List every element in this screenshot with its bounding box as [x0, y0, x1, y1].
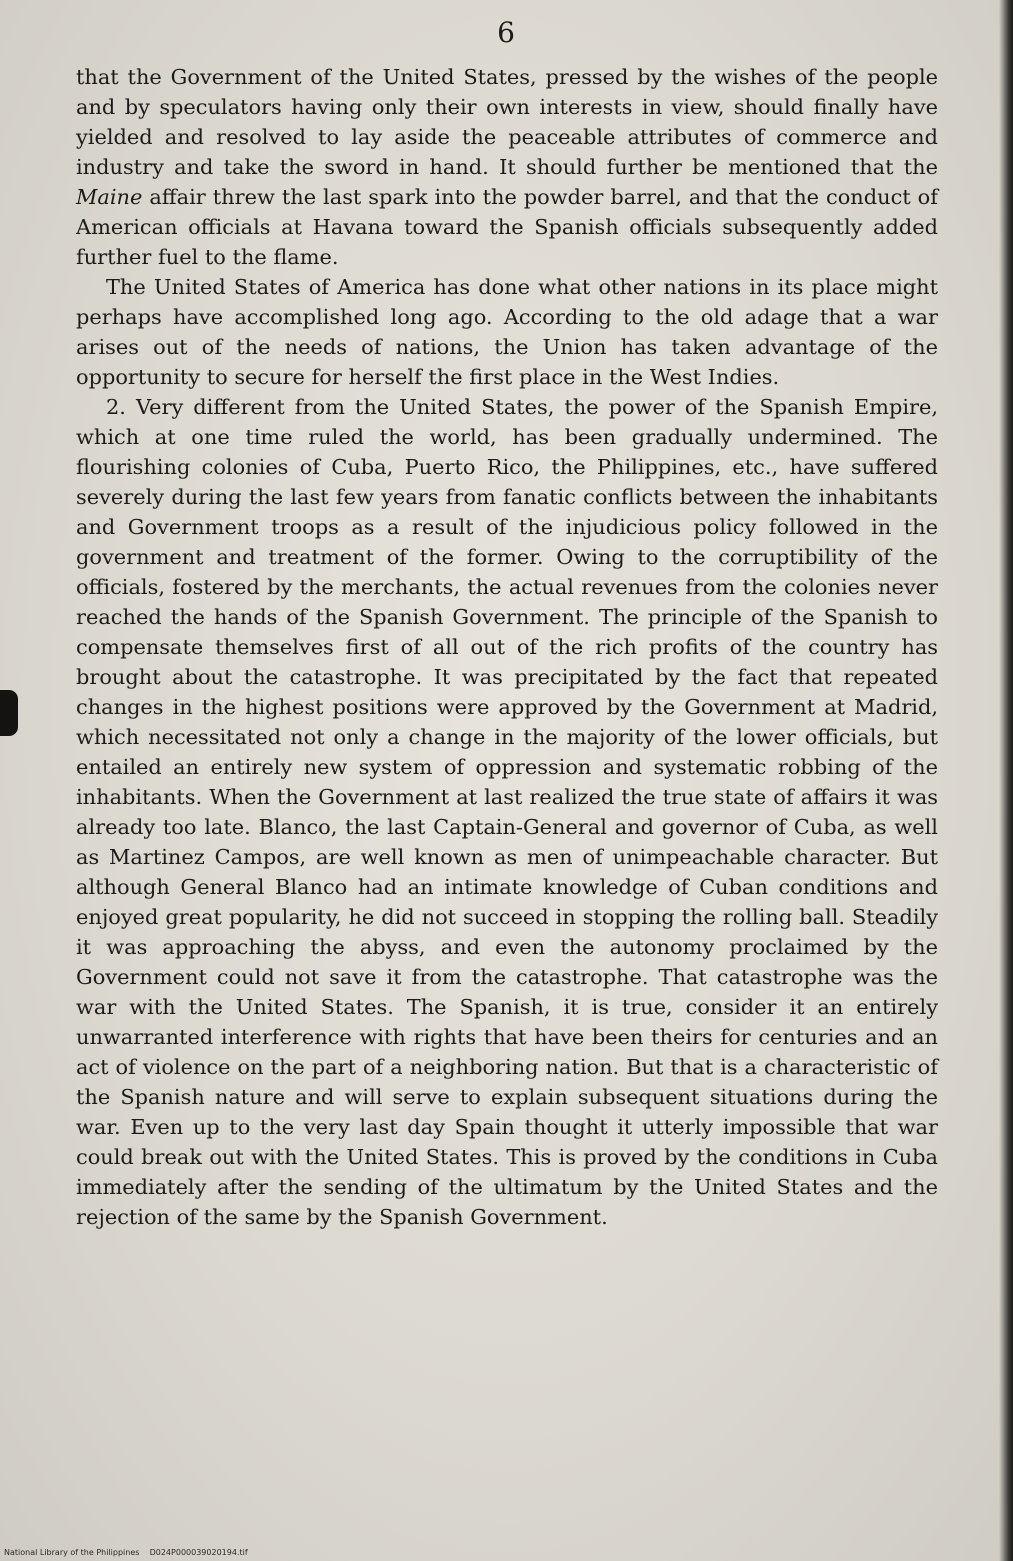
- scan-footer: [4, 1548, 248, 1557]
- footer-identifier: D024P000039020194.tif: [149, 1548, 248, 1557]
- paragraph-1-before: that the Government of the United States, pressed by the wishes of the people and by speculators having only their own interests in view, should finally have yielded and resolved to lay aside the peaceable attributes of commerce and industry and take the sword in hand. It should further be mentioned that the: [76, 65, 938, 179]
- paragraph-1-italic: Maine: [76, 185, 143, 209]
- paragraph-spanish-empire: 2. Very different from the United States, the power of the Spanish Empire, which at one time ruled the world, has been gradually undermined. The flourishing colonies of Cuba, Puerto Rico, the Philippines, etc., have suffered severely during the last few years from fanatic conflicts between the inhabitants and Government troops as a result of the injudicious policy followed in the government and treatment of the former. Owing to the corruptibility of the officials, fostered by the merchants, the actual revenues from the colonies never reached the hands of the Spanish Government. The principle of the Spanish to compensate themselves first of all out of the rich profits of the country has brought about the catastrophe. It was precipitated by the fact that repeated changes in the highest positions were approved by the Government at Madrid, which necessitated not only a change in the majority of the lower officials, but entailed an entirely new system of oppression and systematic robbing of the inhabitants. When the Government at last realized the true state of affairs it was already too late. Blanco, the last Captain-General and governor of Cuba, as well as Martinez Campos, are well known as men of unimpeachable character. But although General Blanco had an intimate knowledge of Cuban conditions and enjoyed great popularity, he did not succeed in stopping the rolling ball. Steadily it was approaching the abyss, and even the autonomy proclaimed by the Government could not save it from the catastrophe. That catastrophe was the war with the United States. The Spanish, it is true, consider it an entirely unwarranted interference with rights that have been theirs for centuries and an act of violence on the part of a neighboring nation. But that is a characteristic of the Spanish nature and will serve to explain subsequent situations during the war. Even up to the very last day Spain thought it utterly impossible that war could break out with the United States. This is proved by the conditions in Cuba immediately after the sending of the ultimatum by the United States and the rejection of the same by the Spanish Government.: [76, 395, 938, 1229]
- page-edge-shadow: [999, 0, 1013, 1561]
- paragraph-continuation: [76, 62, 938, 272]
- body-text: [76, 62, 938, 1232]
- footer-source: National Library of the Philippines: [4, 1548, 140, 1557]
- page-number: 6: [497, 16, 516, 49]
- binding-mark: [0, 690, 18, 736]
- paragraph-1-after: affair threw the last spark into the powder barrel, and that the conduct of American officials at Havana toward the Spanish officials subsequently added further fuel to the flame.: [76, 185, 938, 269]
- paragraph-united-states: The United States of America has done what other nations in its place might perhaps have accomplished long ago. According to the old adage that a war arises out of the needs of nations, the Union has taken advantage of the opportunity to secure for herself the first place in the West Indies.: [76, 275, 938, 389]
